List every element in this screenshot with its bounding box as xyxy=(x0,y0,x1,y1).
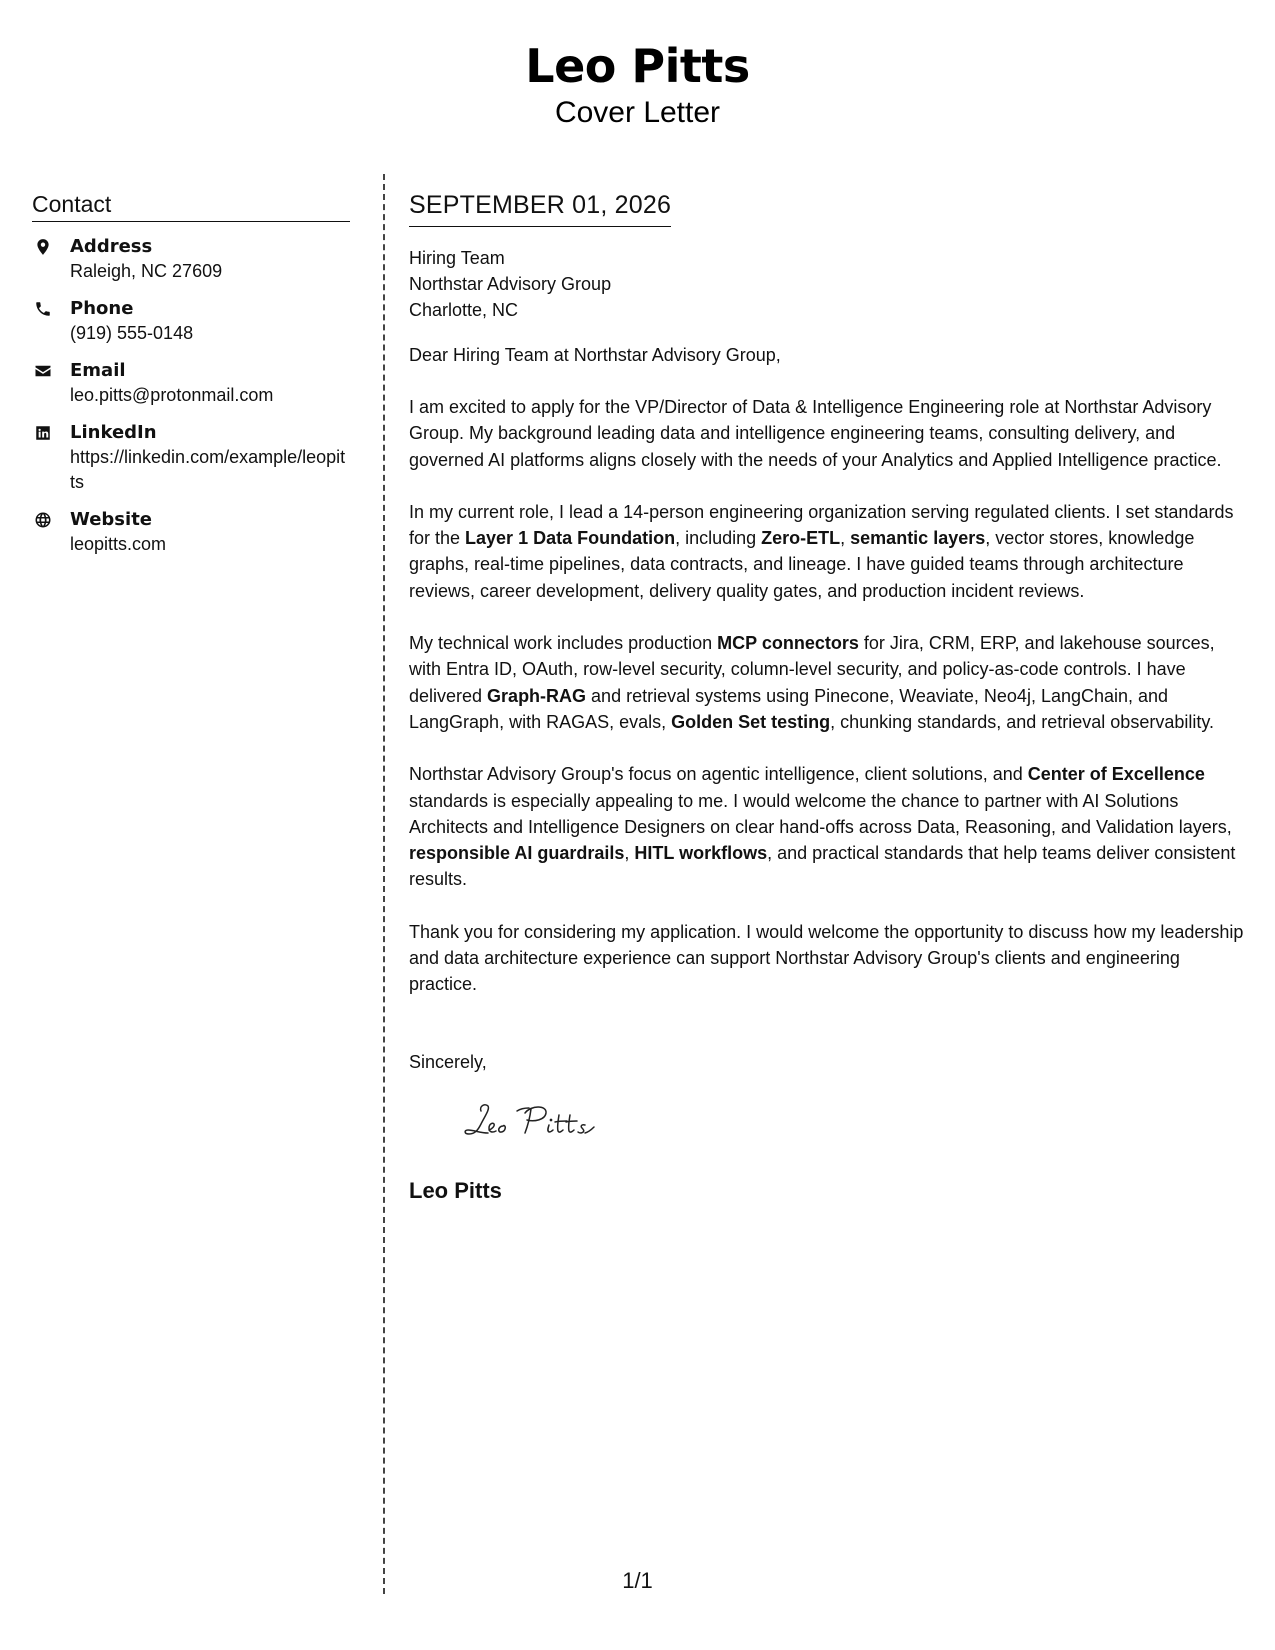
text-run: , vector stores, knowledge graphs, real-time pipelines, data contracts, and lineage. I have guided teams through architecture reviews, career development, delivery quality gates, and production incident reviews. xyxy=(409,528,1195,601)
bold-term: HITL workflows xyxy=(634,843,768,864)
contact-value[interactable]: leo.pitts@protonmail.com xyxy=(70,385,274,405)
bold-term: Golden Set testing xyxy=(671,711,831,732)
letter-date: SEPTEMBER 01, 2026 xyxy=(409,190,671,227)
bold-term: Center of Excellence xyxy=(1027,764,1205,785)
bold-term: semantic layers xyxy=(850,528,986,549)
recipient-line: Northstar Advisory Group xyxy=(409,274,612,294)
paragraph-technical-work xyxy=(409,630,1251,735)
closing-phrase: Sincerely, xyxy=(409,1051,487,1072)
text-run: for Jira, CRM, ERP, and lakehouse sources, with Entra ID, OAuth, row-level security, column-level security, and policy-as-code controls. I have delivered xyxy=(409,633,1215,706)
bold-term: Graph-RAG xyxy=(487,685,587,706)
contact-value: (919) 555-0148 xyxy=(70,323,194,343)
envelope-icon xyxy=(32,358,70,380)
bold-term: Layer 1 Data Foundation xyxy=(465,528,676,549)
handwritten-signature xyxy=(459,1097,1251,1157)
contact-list xyxy=(32,234,350,557)
contact-value[interactable]: https://linkedin.com/example/leopitts xyxy=(70,447,346,492)
document-subtitle: Cover Letter xyxy=(554,96,721,129)
contact-label: Email xyxy=(70,360,126,381)
letter-body xyxy=(409,190,1251,1205)
map-pin-icon xyxy=(32,234,70,256)
contact-item-email xyxy=(32,358,350,408)
contact-section-title: Contact xyxy=(32,190,350,222)
text-run: and retrieval systems using Pinecone, Weaviate, Neo4j, LangChain, and LangGraph, with RAGAS, evals, xyxy=(409,685,1169,732)
contact-label: Website xyxy=(70,509,153,530)
text-run: My technical work includes production xyxy=(409,633,718,654)
applicant-name: Leo Pitts xyxy=(525,39,750,93)
paragraph-current-role xyxy=(409,499,1251,604)
paragraph-intro: I am excited to apply for the VP/Director of Data & Intelligence Engineering role at Northstar Advisory Group. My background leading data and intelligence engineering teams, consulting delivery, and governed AI platforms aligns closely with the needs of your Analytics and Applied Intelligence practice. xyxy=(409,397,1222,470)
linkedin-icon xyxy=(32,420,70,442)
bold-term: responsible AI guardrails xyxy=(409,843,625,864)
salutation: Dear Hiring Team at Northstar Advisory Group, xyxy=(409,345,781,365)
text-run: Northstar Advisory Group's focus on agentic intelligence, client solutions, and xyxy=(409,764,1028,785)
globe-icon xyxy=(32,507,70,529)
column-divider xyxy=(383,174,385,1594)
text-run: , xyxy=(840,528,851,549)
page-number: 1/1 xyxy=(622,1568,653,1593)
contact-item-website xyxy=(32,507,350,557)
text-run: , including xyxy=(675,528,762,549)
text-run: In my current role, I lead a 14-person engineering organization serving regulated clients. I set standards for the xyxy=(409,501,1234,549)
contact-sidebar xyxy=(32,190,350,569)
contact-item-linkedin xyxy=(32,420,350,495)
text-run: , and practical standards that help teams deliver consistent results. xyxy=(409,843,1236,890)
letter-header xyxy=(0,38,1275,130)
recipient-block xyxy=(409,245,1251,323)
recipient-line: Hiring Team xyxy=(409,248,505,268)
contact-value[interactable]: leopitts.com xyxy=(70,534,167,554)
paragraph-closing: Thank you for considering my application. I would welcome the opportunity to discuss how my leadership and data architecture experience can support Northstar Advisory Group's clients and engineering practice. xyxy=(409,921,1244,995)
contact-item-address xyxy=(32,234,350,284)
signer-name: Leo Pitts xyxy=(409,1177,502,1203)
contact-label: LinkedIn xyxy=(70,422,157,443)
contact-label: Phone xyxy=(70,298,134,319)
text-run: , xyxy=(624,843,635,864)
phone-icon xyxy=(32,296,70,318)
contact-item-phone xyxy=(32,296,350,346)
recipient-line: Charlotte, NC xyxy=(409,300,519,320)
text-run: , chunking standards, and retrieval observability. xyxy=(830,711,1215,732)
bold-term: MCP connectors xyxy=(717,633,859,654)
text-run: standards is especially appealing to me. I would welcome the chance to partner with AI Solutions Architects and Intelligence Designers on clear hand-offs across Data, Reasoning, and Validation layers, xyxy=(409,790,1232,837)
contact-label: Address xyxy=(70,236,153,257)
contact-value: Raleigh, NC 27609 xyxy=(70,261,223,281)
bold-term: Zero-ETL xyxy=(761,528,841,549)
paragraph-company-fit xyxy=(409,761,1251,892)
